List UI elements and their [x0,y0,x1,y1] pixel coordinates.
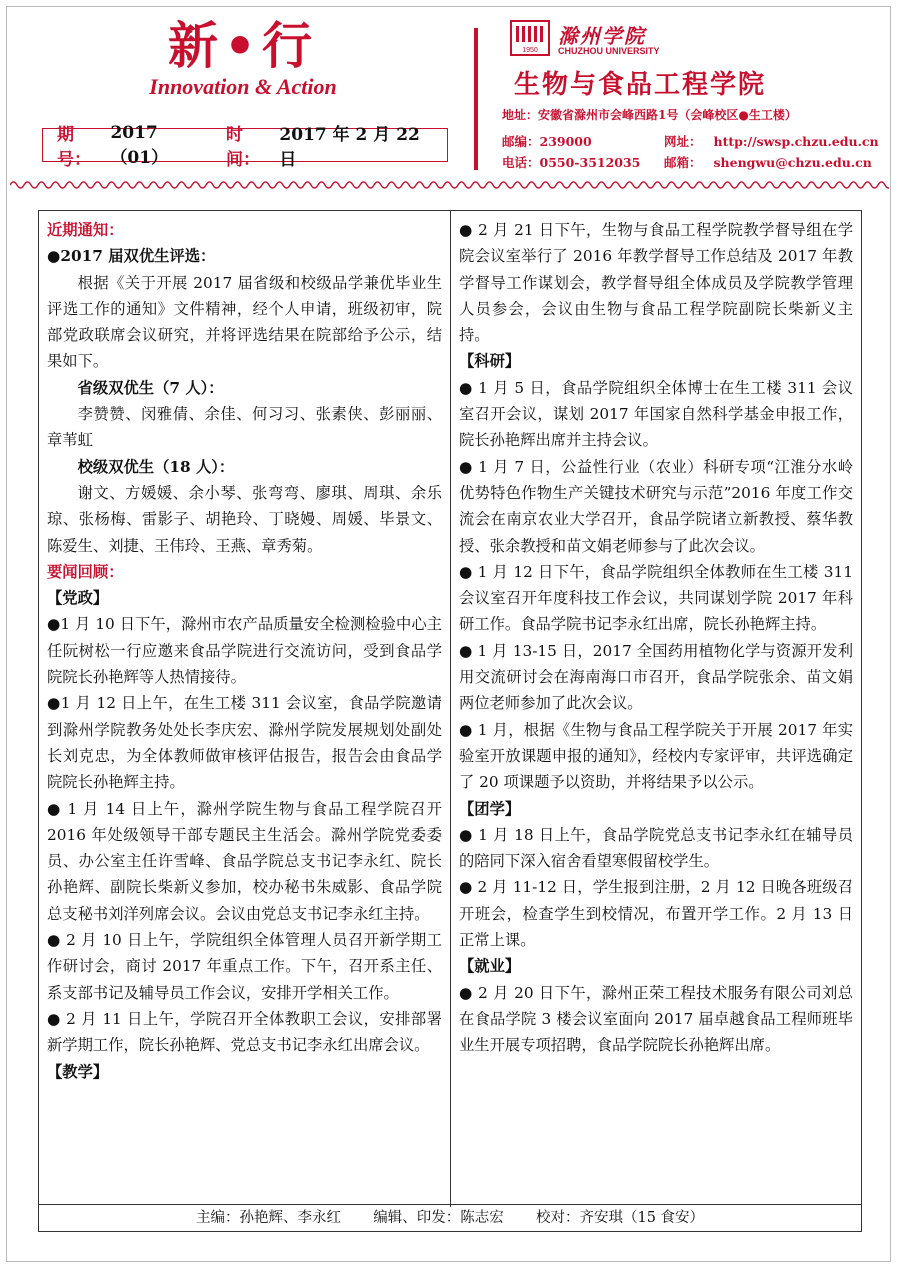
news-item: ● 1 月，根据《生物与食品工程学院关于开展 2017 年实验室开放课题申报的通知》，经校内专家评审，共评选确定了 20 项课题予以资助，并将结果予以公示。 [459,720,853,792]
phone-value: 0550-3512035 [539,155,641,170]
header-divider [474,28,478,170]
website[interactable] [664,132,879,150]
news-item: ● 1 月 7 日，公益性行业（农业）科研专项“江淮分水岭优势特色作物生产关键技术研究与示范”2016 年度工作交流会在南京农业大学召开，食品学院诸立新教授、蔡华教授、张余教授和苗文娟老师参与了此次会议。 [459,457,853,555]
college-name: 生物与食品工程学院 [514,70,767,100]
credits-footer [39,1204,861,1231]
news-item: ● 2 月 11-12 日，学生报到注册，2 月 12 日晚各班级召开班会，检查学生到校情况，布置开学工作。2 月 13 日正常上课。 [459,878,853,950]
masthead [128,18,358,100]
issue-label: 期号： [57,125,91,170]
logo-year: 1950 [522,47,538,54]
content-table [38,210,862,1232]
phone-label: 电话： [502,155,540,170]
news-item: ● 2 月 11 日上午，学院召开全体教职工会议，安排部署新学期工作，院长孙艳辉、党总支书记李永红出席会议。 [47,1009,442,1055]
university-logo-icon [510,20,550,56]
postcode [502,132,592,150]
award-intro: 根据《关于开展 2017 届省级和校级品学兼优毕业生评选工作的通知》文件精神，经个人申请，班级初审，院部党政联席会议研究，并将评选结果在院部给予公示，结果如下。 [47,273,442,371]
issue-box [42,122,448,170]
email-label: 邮箱： [664,155,702,170]
news-item: ● 2 月 10 日上午，学院组织全体管理人员召开新学期工作研讨会，商讨 2017 年重点工作。下午，召开系主任、系支部书记及辅导员工作会议，安排开学相关工作。 [47,931,442,1002]
school-heading: 校级双优生（18 人）： [77,457,235,476]
decorative-wave-divider [10,178,889,192]
news-item: ● 1 月 14 日上午，滁州学院生物与食品工程学院召开 2016 年处级领导干部专题民主生活会。滁州学院党委委员、办公室主任许雪峰、食品学院总支书记李永红、院长孙艳辉、副院长柴新义参加，校办秘书朱威影、食品学院总支秘书刘洋列席会议。会议由党总支书记李永红主持。 [47,799,442,923]
newsletter-title: 新•行 [168,16,318,75]
party-heading: 【党政】 [47,589,109,608]
left-column [39,211,451,1207]
postcode-label: 邮编： [502,134,540,149]
address: 地址：安徽省滁州市会峰西路1号（会峰校区●生工楼） [502,108,797,122]
news-item: ● 1 月 12 日下午，食品学院组织全体教师在生工楼 311 会议室召开年度科技工作会议，共同谋划学院 2017 年科研工作。食品学院书记李永红出席，院长孙艳辉主持。 [459,562,853,634]
notice-heading: 近期通知： [47,221,124,239]
right-column [451,211,861,1207]
editors: 主编：孙艳辉、李永红 [195,1210,341,1226]
layout-editor: 编辑、印发：陈志宏 [373,1210,504,1226]
email-link[interactable]: shengwu@chzu.edu.cn [713,155,872,170]
university-name-en: CHUZHOU UNIVERSITY [558,46,660,56]
award-heading: ●2017 届双优生评选： [47,247,216,266]
research-heading: 【科研】 [459,352,521,371]
news-item: ● 1 月 18 日上午，食品学院党总支书记李永红在辅导员的陪同下深入宿舍看望寒假留校学生。 [459,825,853,871]
news-item: ● 2 月 21 日下午，生物与食品工程学院教学督导组在学院会议室举行了 2016 年教学督导工作总结及 2017 年教学督导工作谋划会，教学督导组全体成员及学院教学管理人员参会，会议由生物与食品工程学院副院长柴新义主持。 [459,221,853,345]
postcode-value: 239000 [539,134,592,149]
news-item: ● 1 月 5 日，食品学院组织全体博士在生工楼 311 会议室召开会议，谋划 2017 年国家自然科学基金申报工作，院长孙艳辉出席并主持会议。 [459,378,853,450]
news-item: ● 2 月 20 日下午，滁州正荣工程技术服务有限公司刘总在食品学院 3 楼会议室面向 2017 届卓越食品工程师班毕业生开展专项招聘，食品学院院长孙艳辉出席。 [459,983,853,1055]
issue-value: 2017（01） [110,122,169,168]
teaching-heading: 【教学】 [47,1062,109,1081]
school-names: 谢文、方媛媛、余小琴、张弯弯、廖琪、周琪、余乐琼、张杨梅、雷影子、胡艳玲、丁晓嫚、周媛、毕景文、陈爱生、刘捷、王伟玲、王燕、章秀菊。 [47,483,442,555]
newsletter-subtitle: Innovation & Action [149,74,337,99]
date-value: 2017 年 2 月 22 日 [279,125,420,170]
university-name: 滁州学院 [558,24,646,48]
provincial-names: 李赞赞、闵雅倩、余佳、何习习、张素侠、彭丽丽、章苇虹 [47,405,442,450]
website-link[interactable]: http://swsp.chzu.edu.cn [713,134,879,149]
website-label: 网址： [664,134,702,149]
news-heading: 要闻回顾： [47,562,124,581]
employment-heading: 【就业】 [459,957,521,976]
league-heading: 【团学】 [459,799,521,818]
provincial-heading: 省级双优生（7 人）： [77,378,224,397]
news-item: ● 1 月 13-15 日，2017 全国药用植物化学与资源开发利用交流研讨会在海南海口市召开，食品学院张余、苗文娟两位老师参加了此次会议。 [459,641,853,713]
news-item: ●1 月 12 日上午，在生工楼 311 会议室，食品学院邀请到滁州学院教务处处长李庆宏、滁州学院发展规划处副处长刘克忠，为全体教师做审核评估报告，报告会由食品学院院长孙艳辉主持。 [47,694,442,792]
proofreader: 校对：齐安琪（15 食安） [535,1210,705,1226]
email[interactable] [664,153,872,171]
date-label: 时间： [225,125,260,170]
news-item: ●1 月 10 日下午，滁州市农产品质量安全检测检验中心主任阮树松一行应邀来食品学院进行交流访问，受到食品学院院长孙艳辉等人热情接待。 [47,615,442,687]
phone [502,153,640,171]
